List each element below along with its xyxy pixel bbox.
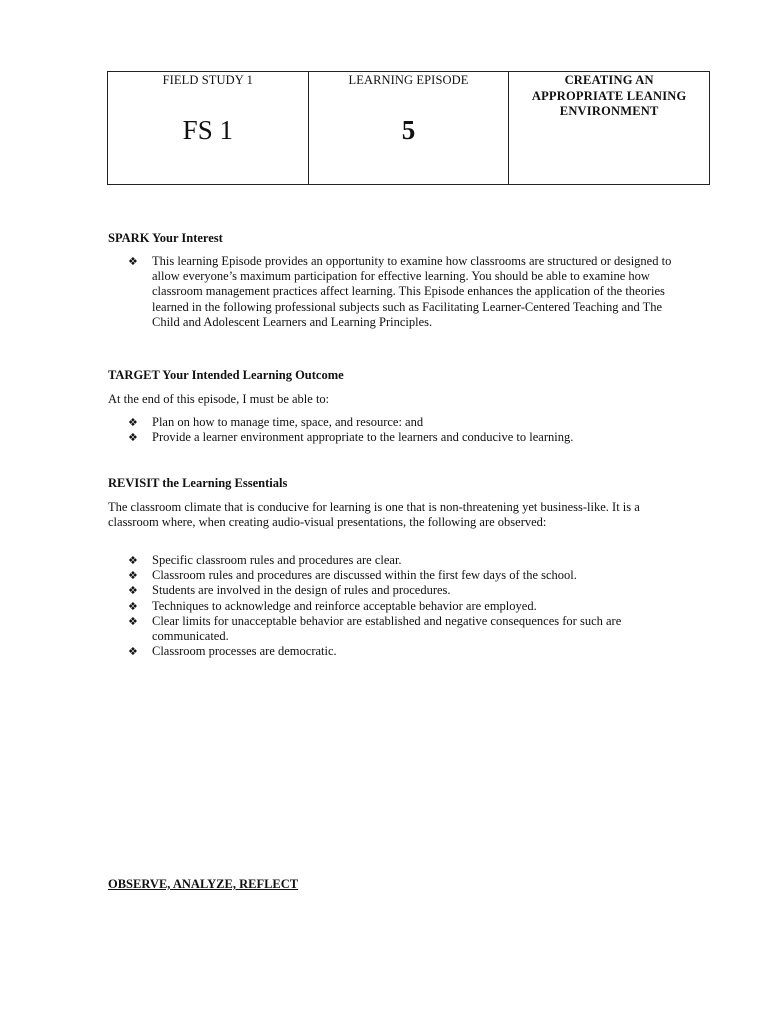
revisit-bullet-text: Specific classroom rules and procedures are clear. bbox=[152, 553, 402, 567]
diamond-bullet-icon: ❖ bbox=[128, 554, 138, 567]
list-item bbox=[128, 568, 688, 583]
revisit-bullet-text: Classroom rules and procedures are discussed within the first few days of the school. bbox=[152, 568, 577, 583]
target-bullet-text: Provide a learner environment appropriate to the learners and conducive to learning. bbox=[152, 430, 574, 445]
revisit-intro: The classroom climate that is conducive for learning is one that is non-threatening yet business-like. It is a classroom where, when creating audio-visual presentations, the following are observed: bbox=[108, 500, 640, 530]
list-item bbox=[128, 430, 688, 445]
episode-number: 5 bbox=[401, 115, 416, 145]
revisit-bullet-text: Techniques to acknowledge and reinforce acceptable behavior are employed. bbox=[152, 598, 537, 613]
list-item bbox=[128, 644, 688, 659]
diamond-bullet-icon: ❖ bbox=[128, 584, 138, 598]
diamond-bullet-icon: ❖ bbox=[128, 431, 138, 445]
spark-text: This learning Episode provides an opportunity to examine how classrooms are structured or designed to allow everyone’s maximum participation for effective learning. You should be able to examine how classroom management practices affect learning. This Episode enhances the application of the theories learned in the following professional subjects such as Facilitating Learner-Centered Teaching and The Child and Adolescent Learners and Learning Principles. bbox=[152, 254, 672, 329]
target-intro: At the end of this episode, I must be able to: bbox=[108, 392, 330, 406]
episode-label: LEARNING EPISODE bbox=[348, 73, 469, 87]
revisit-heading: REVISIT the Learning Essentials bbox=[108, 476, 288, 490]
list-item bbox=[128, 614, 688, 644]
spark-list bbox=[128, 254, 688, 330]
episode-cell bbox=[308, 72, 509, 185]
diamond-bullet-icon: ❖ bbox=[128, 614, 138, 628]
observe-heading: OBSERVE, ANALYZE, REFLECT bbox=[108, 877, 299, 891]
revisit-bullet-text: Classroom processes are democratic. bbox=[152, 644, 337, 659]
episode-header-table bbox=[107, 71, 710, 185]
diamond-bullet-icon: ❖ bbox=[128, 255, 138, 268]
episode-title-cell bbox=[509, 72, 710, 185]
target-list bbox=[128, 415, 688, 445]
list-item bbox=[128, 254, 688, 330]
course-code: FS 1 bbox=[182, 115, 233, 145]
list-item bbox=[128, 599, 688, 614]
target-bullet-text: Plan on how to manage time, space, and resource: and bbox=[152, 415, 424, 429]
episode-title bbox=[509, 73, 709, 120]
episode-title-line: APPROPRIATE LEANING bbox=[531, 88, 687, 103]
diamond-bullet-icon: ❖ bbox=[128, 569, 138, 583]
revisit-bullet-text: Clear limits for unacceptable behavior are established and negative consequences for such are communicated. bbox=[152, 613, 622, 644]
revisit-list bbox=[128, 553, 688, 659]
target-heading: TARGET Your Intended Learning Outcome bbox=[108, 368, 344, 382]
diamond-bullet-icon: ❖ bbox=[128, 645, 138, 659]
list-item bbox=[128, 553, 688, 568]
list-item bbox=[128, 415, 688, 430]
spark-heading: SPARK Your Interest bbox=[108, 231, 223, 245]
episode-title-line: ENVIRONMENT bbox=[559, 104, 659, 118]
diamond-bullet-icon: ❖ bbox=[128, 416, 138, 429]
course-label: FIELD STUDY 1 bbox=[162, 73, 254, 87]
episode-title-line: CREATING AN bbox=[564, 73, 654, 87]
revisit-bullet-text: Students are involved in the design of rules and procedures. bbox=[152, 583, 451, 598]
course-cell bbox=[108, 72, 309, 185]
diamond-bullet-icon: ❖ bbox=[128, 599, 138, 613]
list-item bbox=[128, 583, 688, 598]
